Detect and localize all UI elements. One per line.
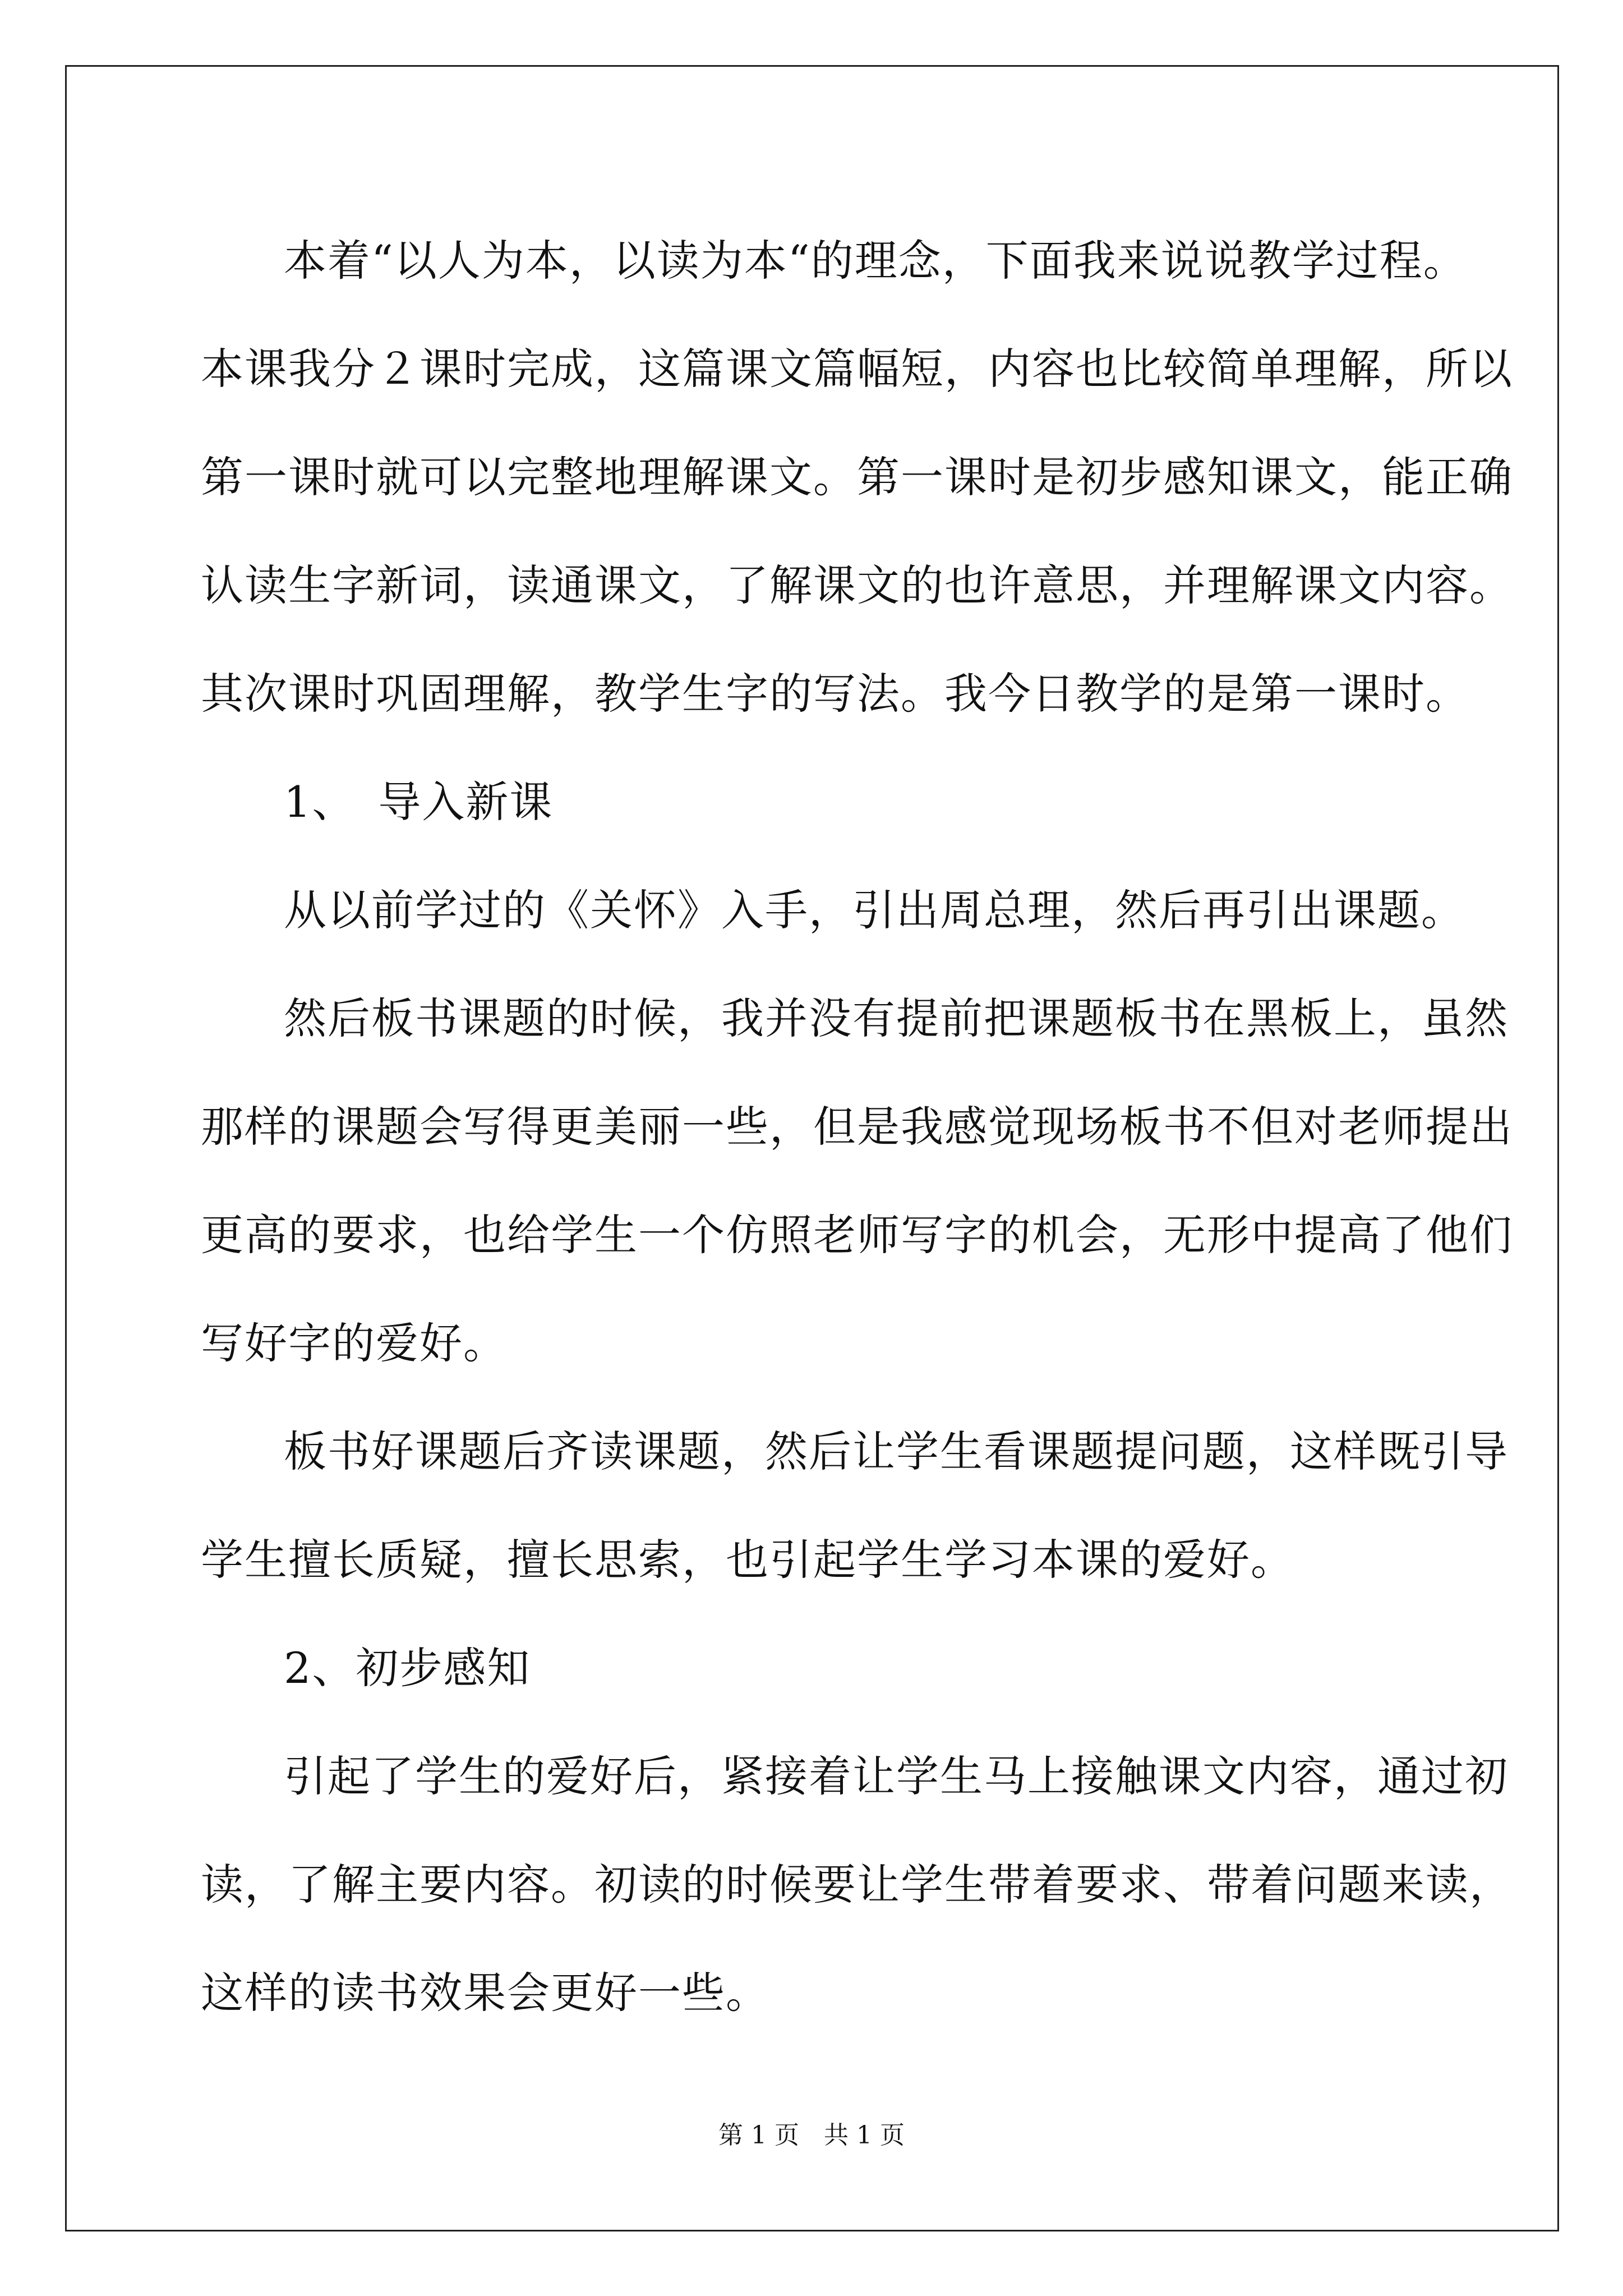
text-line: 第一课时就可以完整地理解课文。第一课时是初步感知课文，能正确	[201, 452, 1513, 502]
text-line: 从以前学过的《关怀》入手，引出周总理，然后再引出课题。	[284, 885, 1465, 935]
text-line: 学生擅长质疑，擅长思索，也引起学生学习本课的爱好。	[201, 1535, 1294, 1585]
text-line: 1、 导入新课	[284, 777, 554, 827]
text-line: 本课我分２课时完成，这篇课文篇幅短，内容也比较简单理解，所以	[201, 344, 1513, 394]
document-body	[201, 206, 1513, 2047]
text-line: 这样的读书效果会更好一些。	[201, 1968, 769, 2018]
text-line: 2、初步感知	[284, 1643, 531, 1693]
text-line: 更高的要求，也给学生一个仿照老师写字的机会，无形中提高了他们	[201, 1210, 1513, 1260]
text-line: 写好字的爱好。	[201, 1318, 507, 1368]
text-line: 引起了学生的爱好后，紧接着让学生马上接触课文内容，通过初	[284, 1751, 1509, 1801]
text-line: 其次课时巩固理解，教学生字的写法。我今日教学的是第一课时。	[201, 669, 1469, 719]
text-line: 本着“以人为本，以读为本“的理念，下面我来说说教学过程。	[284, 236, 1467, 286]
text-line: 认读生字新词，读通课文，了解课文的也许意思，并理解课文内容。	[201, 560, 1513, 610]
text-line: 板书好课题后齐读课题，然后让学生看课题提问题，这样既引导	[284, 1427, 1509, 1476]
text-line: 那样的课题会写得更美丽一些，但是我感觉现场板书不但对老师提出	[201, 1102, 1513, 1152]
text-line: 然后板书课题的时候，我并没有提前把课题板书在黑板上，虽然	[284, 993, 1509, 1043]
page-footer: 第 1 页 共 1 页	[718, 2121, 905, 2150]
text-line: 读，了解主要内容。初读的时候要让学生带着要求、带着问题来读，	[201, 1860, 1513, 1910]
